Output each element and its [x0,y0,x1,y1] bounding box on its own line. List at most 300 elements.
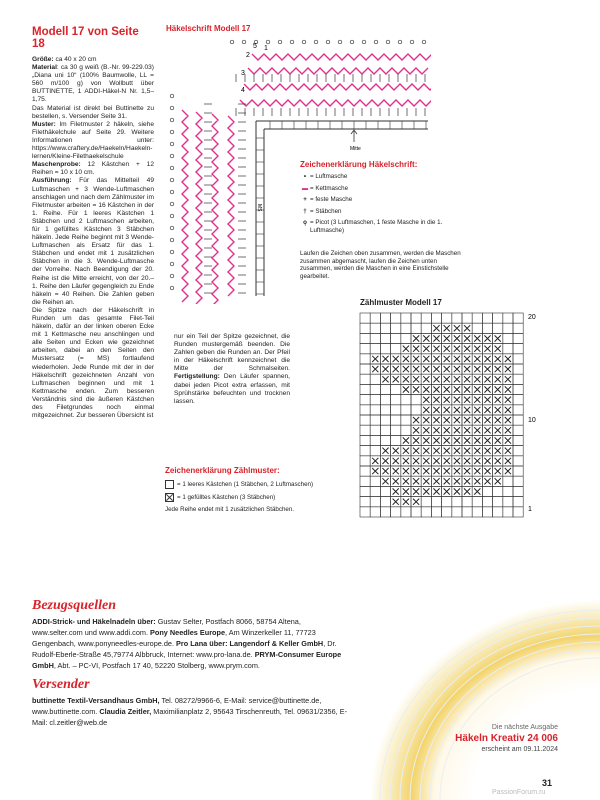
grid-cell [401,507,411,517]
filled-cell [444,468,450,474]
filled-cell [464,407,470,413]
grid-cell [482,486,492,496]
source-1: Pony Needles Europe, Am Winzerkeller 11, 77723 Gengenbach, www.ponyneedles-europe.de. [32,628,316,648]
top-zigzag-row [244,84,431,90]
filled-cell [495,397,501,403]
filled-cell [454,325,460,331]
picot [362,40,366,44]
grid-cell [391,313,401,323]
filled-cell [505,407,511,413]
grid-cell [401,333,411,343]
filled-cell [382,366,388,372]
filled-cell [474,488,480,494]
filled-cell [433,478,439,484]
grid-cell [391,425,401,435]
filled-cell [382,478,388,484]
grid-cell [503,344,513,354]
grid-cell [370,384,380,394]
watermark: PassionForum.ru [492,789,546,796]
filled-cell [495,335,501,341]
filled-cell [444,437,450,443]
grid-cell [411,507,421,517]
legend-note: Laufen die Zeichen oben zusammen, werden die Maschen zusammen abgemascht, laufen die Zeichen unten zusammen, werden die Maschen in eine Einstichstelle gearbeitet. [300,250,461,280]
grid-cell [442,507,452,517]
grid-cell [493,323,503,333]
filled-cell [423,407,429,413]
filled-cell [403,376,409,382]
filled-cell [495,386,501,392]
grid-cell [452,313,462,323]
grid-cell [482,313,492,323]
filled-cell [505,458,511,464]
grid-legend [165,466,345,513]
filled-cell [474,356,480,362]
filled-cell [495,356,501,362]
filled-cell [433,427,439,433]
filled-cell [464,335,470,341]
picot [242,40,246,44]
filled-cell [444,407,450,413]
filled-cell [433,335,439,341]
grid-legend-note: Jede Reihe endet mit 1 zusätzlichen Stäbchen. [165,506,294,513]
grid-cell [513,446,523,456]
grid-cell [493,507,503,517]
filled-cell [423,356,429,362]
filled-cell [444,488,450,494]
instruction-paragraph: Maschenprobe: 12 Kästchen + 12 Reihen = 10 x 10 cm. [32,161,154,177]
filled-cell [505,366,511,372]
grid-cell [370,435,380,445]
filled-cell [505,437,511,443]
grid-cell [380,333,390,343]
grid-cell [360,425,370,435]
grid-cell [380,435,390,445]
grid-cell [421,313,431,323]
grid-cell [380,405,390,415]
filled-cell [495,427,501,433]
legend-empty-box: = 1 leeres Kästchen (1 Stäbchen, 2 Luftmaschen) [165,480,345,489]
row-label-20: 20 [528,314,536,321]
filled-cell [413,448,419,454]
filled-cell [464,437,470,443]
grid-cell [370,313,380,323]
grid-cell [380,415,390,425]
shipper-1: Claudia Zeitler, Maximilianplatz 2, 95643 Tirschenreuth, Tel. 09631/2356, E-Mail: cl.zeitler@web.de [32,707,348,727]
filled-cell [484,468,490,474]
grid-cell [370,497,380,507]
filled-cell [505,356,511,362]
grid-cell [421,323,431,333]
legend-filled-box: = 1 gefülltes Kästchen (3 Stäbchen) [165,493,345,502]
filled-cell [382,376,388,382]
grid-cell [472,313,482,323]
instruction-paragraph: Größe: ca 40 x 20 cm [32,56,97,63]
shipper-heading: Versender [32,677,90,692]
filled-cell [433,468,439,474]
filled-cell [423,335,429,341]
picot [170,214,174,218]
filled-cell [403,488,409,494]
next-issue: Die nächste Ausgabe Häkeln Kreativ 24 006 erscheint am 09.11.2024 [455,724,558,753]
grid-cell [370,323,380,333]
grid-cell [370,476,380,486]
grid-cell [513,425,523,435]
grid-cell [503,476,513,486]
grid-cell [462,507,472,517]
filled-cell [505,427,511,433]
grid-cell [401,425,411,435]
grid-cell [513,395,523,405]
grid-cell [370,395,380,405]
legend-item-chain: • = Luftmasche [303,173,348,180]
filled-cell [372,468,378,474]
filled-cell [474,437,480,443]
filled-cell [464,325,470,331]
legend-item-dc: † = Stäbchen [303,207,342,215]
filled-cell [454,468,460,474]
picot [170,166,174,170]
filled-cell [444,478,450,484]
filled-cell [484,478,490,484]
grid-cell [513,435,523,445]
filled-cell [474,458,480,464]
filled-cell [423,346,429,352]
filled-cell [413,458,419,464]
filled-cell [495,437,501,443]
filled-cell [474,427,480,433]
filled-cell [423,448,429,454]
grid-cell [513,497,523,507]
filled-cell [433,325,439,331]
instructions-text [32,56,154,420]
filled-cell [474,346,480,352]
row-label-10: 10 [528,417,536,424]
grid-cell [380,395,390,405]
picot [266,40,270,44]
filled-cell [474,366,480,372]
filled-cell [423,366,429,372]
filled-cell [433,437,439,443]
grid-cell [360,446,370,456]
filet-grid-cells [360,313,523,517]
filled-cell [454,448,460,454]
grid-cell [513,323,523,333]
filled-cell [423,478,429,484]
grid-cell [411,323,421,333]
filled-cell [444,386,450,392]
grid-legend-title: Zeichenerklärung Zählmuster: [165,466,280,475]
grid-cell [391,333,401,343]
filled-cell [484,417,490,423]
grid-cell [503,486,513,496]
filled-cell [474,376,480,382]
doily-photo [370,600,600,800]
grid-cell [370,374,380,384]
filled-cell [382,448,388,454]
filled-cell [413,427,419,433]
grid-cell [391,384,401,394]
filled-cell [505,468,511,474]
instruction-paragraph: Das Material ist direkt bei Buttinette zu bestellen, s. Versender Seite 31. [32,104,154,120]
chart-legend-title: Zeichenerklärung Häkelschrift: [300,160,418,169]
filled-cell [444,397,450,403]
filled-cell [464,488,470,494]
filled-cell [403,478,409,484]
filled-cell [484,346,490,352]
filled-cell [464,356,470,362]
filled-cell [403,437,409,443]
picot [230,40,234,44]
filled-cell [474,407,480,413]
grid-cell [401,405,411,415]
grid-cell [360,354,370,364]
top-zigzag-row [240,100,431,106]
filled-cell [382,356,388,362]
grid-cell [411,395,421,405]
filled-cell [464,468,470,474]
filled-cell [484,458,490,464]
grid-cell [380,497,390,507]
picot [170,106,174,110]
grid-cell [503,333,513,343]
filled-cell [403,448,409,454]
filled-cell [484,356,490,362]
grid-cell [513,507,523,517]
filled-cell [444,366,450,372]
picot [374,40,378,44]
filled-cell [454,356,460,362]
grid-cell [360,497,370,507]
instruction-paragraph: Die Spitze nach der Häkelschrift in Runden um das gesamte Filet-Teil häkeln, dafür an der linken oberen Ecke mit 1 Kettmasche neu anschlingen und alle Seiten und Ecken wie gezeichnet arbeiten, dabei an den Seiten den Mustersatz (= MS) fortlaufend wiederholen. Jede Runde mit der in der Häkelschrift gezeichneten Anzahl von Luftmaschen beginnen und mit 1 Kettmasche enden. Zum besseren Verständnis sind die äußeren Kästchen des Filetgrundes noch einmal mitgezeichnet. Zur besseren Übersicht ist [32,306,154,420]
picot [350,40,354,44]
filled-cell [484,407,490,413]
filled-cell [474,478,480,484]
filled-cell [433,386,439,392]
filled-cell [505,448,511,454]
filled-cell [474,448,480,454]
grid-cell [442,497,452,507]
grid-cell [391,507,401,517]
filled-cell [474,335,480,341]
grid-cell [431,507,441,517]
mitte-arrow [351,130,357,142]
grid-cell [370,486,380,496]
filled-cell [423,488,429,494]
grid-cell [472,507,482,517]
filled-cell [403,468,409,474]
filled-cell [484,366,490,372]
filled-cell [484,437,490,443]
grid-cell [421,497,431,507]
grid-cell [370,405,380,415]
grid-cell [380,323,390,333]
picot [170,202,174,206]
filled-cell [495,346,501,352]
filled-cell [474,468,480,474]
filled-cell [393,376,399,382]
grid-cell [380,313,390,323]
filled-cell [423,458,429,464]
filled-cell [423,468,429,474]
grid-cell [513,405,523,415]
filled-cell [484,376,490,382]
picot [410,40,414,44]
filled-cell [495,366,501,372]
filled-cell [393,478,399,484]
filled-cell [495,407,501,413]
picot [170,94,174,98]
grid-cell [380,425,390,435]
filet-grid [350,310,550,520]
grid-cell [391,415,401,425]
picot [314,40,318,44]
grid-cell [431,313,441,323]
grid-cell [513,384,523,394]
grid-cell [370,507,380,517]
filled-cell [454,427,460,433]
row-label-1: 1 [528,506,532,513]
filled-cell [454,417,460,423]
grid-cell [401,415,411,425]
legend-item-picot: ǫ = Picot (3 Luftmaschen, 1 feste Masche in die 1. Luftmasche) [303,219,443,234]
picot [170,238,174,242]
left-zigzag-col [182,110,188,302]
filled-cell [454,407,460,413]
picot [278,40,282,44]
filled-cell [413,386,419,392]
grid-cell [493,486,503,496]
filled-cell [444,335,450,341]
grid-cell [370,446,380,456]
filled-cell [433,407,439,413]
filled-cell [413,499,419,505]
picot [170,274,174,278]
grid-cell [360,395,370,405]
round-label-4: 4 [241,87,245,94]
grid-title: Zählmuster Modell 17 [360,298,442,307]
filled-cell [393,366,399,372]
filled-cell [403,499,409,505]
grid-cell [360,313,370,323]
filled-cell [393,356,399,362]
filled-cell [464,448,470,454]
filled-cell [454,458,460,464]
grid-cell [360,507,370,517]
grid-cell [391,344,401,354]
grid-cell [513,333,523,343]
filled-cell [433,417,439,423]
chart-legend [300,160,450,239]
grid-cell [380,384,390,394]
filled-cell [495,417,501,423]
grid-cell [391,435,401,445]
filled-cell [403,356,409,362]
filled-cell [413,366,419,372]
grid-cell [493,313,503,323]
instruction-paragraph: Ausführung: Für das Mittelteil 49 Luftmaschen + 3 Wende-Luftmaschen anschlagen und nach dem Zählmuster im Filetmuster arbeiten = 16 Kästchen in der 1. Reihe. Für 1 leeres Kästchen 1 Stäbchen und 2 Luftmaschen arbeiten, für 1 gefülltes Kästchen 3 Stäbchen häkeln. Jede Reihe beginnt mit 3 Wende-Luftmaschen als Ersatz für das 1. Stäbchen und endet mit 1 zusätzlichen Stäbchen in die 3. Wende-Luftmasche der Vorreihe. Nach Beendigung der 20. Reihe ist die Mitte erreicht, von der 20.–1. Reihe den Läufer gegengleich zu Ende häkeln = 40 Reihen. Die Zahlen geben die Reihen an. [32,177,154,306]
top-zigzag-row [252,54,431,60]
filled-cell [423,417,429,423]
model-title: Modell 17 von Seite 18 [32,26,139,50]
filled-cell [403,346,409,352]
grid-cell [411,405,421,415]
grid-cell [482,507,492,517]
filled-cell [454,397,460,403]
filled-cell [464,386,470,392]
grid-cell [503,313,513,323]
filled-cell [444,346,450,352]
instruction-paragraph: Muster: Im Filetmuster 2 häkeln, siehe Filethäkelchule auf Seite 29. Weitere Informationen unter: https://www.craftery.de/Haekeln/Haekeln-lernen/Kleine-Filethaekelschule [32,120,154,161]
grid-cell [472,497,482,507]
filled-cell [423,427,429,433]
filled-cell [403,366,409,372]
filled-cell [372,458,378,464]
grid-cell [513,456,523,466]
filled-cell [413,488,419,494]
filled-cell [413,468,419,474]
round-label-5: 5 [253,43,257,50]
filled-cell [464,397,470,403]
filled-cell [393,458,399,464]
filled-cell [464,427,470,433]
grid-cell [503,323,513,333]
picot [170,190,174,194]
picot [290,40,294,44]
left-zigzag-col [196,112,202,304]
grid-cell [411,313,421,323]
grid-cell [360,384,370,394]
source-0: ADDI-Strick- und Häkelnadeln über: Gustav Selter, Postfach 8066, 58754 Altena, www.selter.com und www.addi.com. [32,617,301,637]
filled-cell [464,458,470,464]
grid-cell [513,374,523,384]
grid-cell [370,333,380,343]
instruction-paragraph: Material: ca 30 g weiß (B.-Nr. 99-229.03) „Diana uni 10“ (100% Baumwolle, LL = 560 m/100 g) von Wollbutt über BUTTINETTE, 1 ADDI-Häkel-N Nr. 1,5–1,75. [32,64,154,104]
filled-cell [433,366,439,372]
sources-heading: Bezugsquellen [32,598,117,613]
round-label-3: 3 [241,70,245,77]
filled-cell [454,488,460,494]
left-zigzag-col [228,116,234,296]
filled-cell [474,397,480,403]
filled-cell [454,335,460,341]
grid-cell [513,476,523,486]
filled-cell [454,478,460,484]
filled-cell [413,417,419,423]
filled-cell [372,356,378,362]
grid-cell [401,313,411,323]
filled-cell [444,356,450,362]
grid-cell [360,405,370,415]
filled-cell [444,376,450,382]
filled-cell [464,417,470,423]
sources-section [32,598,350,734]
source-3: PRYM-Consumer Europe GmbH, Abt. – PC-VI, Postfach 17 40, 52220 Stolberg, www.prym.com. [32,650,342,670]
grid-cell [493,497,503,507]
legend-item-slip: ▬ = Kettmasche [301,184,349,192]
round-label-1: 1 [264,45,268,52]
filled-cell [433,376,439,382]
filled-cell [495,478,501,484]
filled-cell [444,325,450,331]
filled-cell [423,437,429,443]
grid-cell [370,425,380,435]
grid-cell [503,497,513,507]
grid-cell [472,323,482,333]
grid-cell [452,507,462,517]
filled-cell [393,448,399,454]
grid-cell [360,476,370,486]
grid-cell [442,313,452,323]
